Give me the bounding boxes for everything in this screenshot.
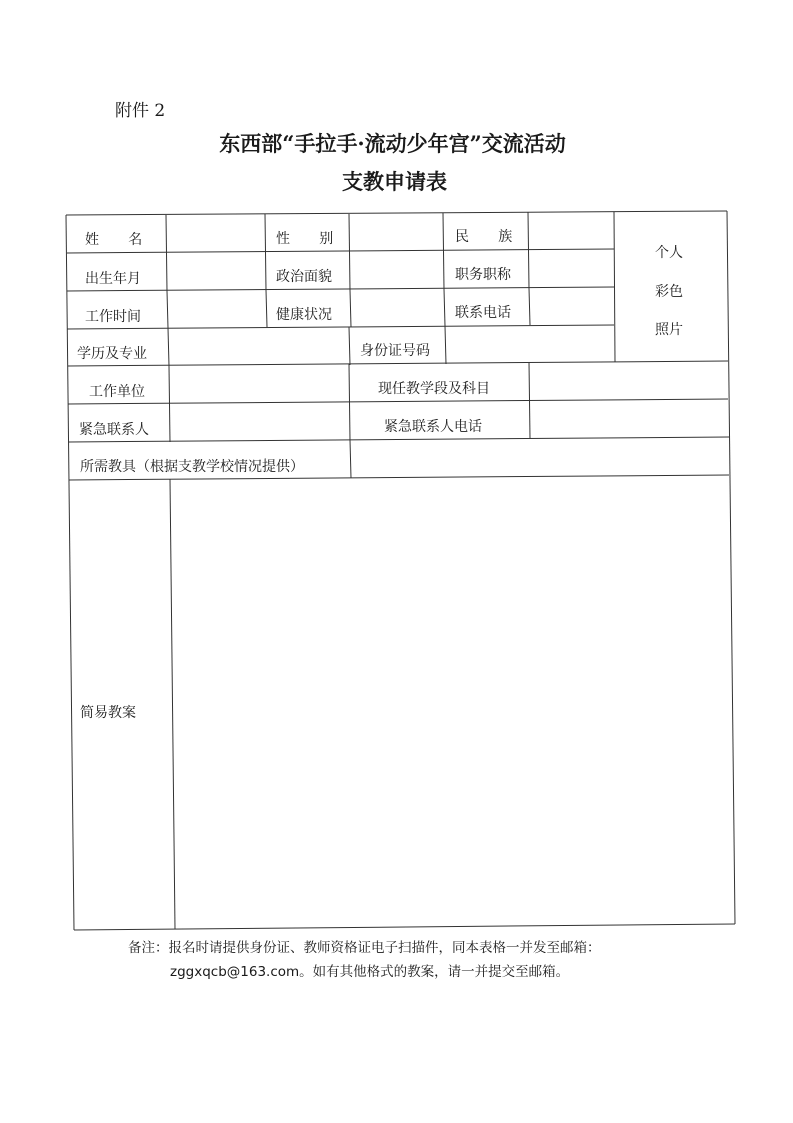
phone-label: 联系电话 bbox=[455, 305, 511, 321]
job-title-label: 职务职称 bbox=[455, 267, 511, 283]
health-label: 健康状况 bbox=[276, 307, 332, 323]
birth-label: 出生年月 bbox=[85, 271, 141, 287]
form-title: 东西部“手拉手·流动少年宫”交流活动 bbox=[219, 131, 566, 156]
emergency-contact-label: 紧急联系人 bbox=[79, 422, 149, 438]
teaching-subject-label: 现任教学段及科目 bbox=[378, 381, 490, 397]
footer-note-line1: 备注：报名时请提供身份证、教师资格证电子扫描件，同本表格一并发至邮箱： bbox=[128, 940, 601, 956]
work-time-label: 工作时间 bbox=[85, 309, 141, 325]
employer-label: 工作单位 bbox=[89, 384, 145, 400]
photo-label-line2: 彩色 bbox=[655, 284, 683, 300]
id-number-label: 身份证号码 bbox=[360, 343, 430, 359]
gender-label: 性 别 bbox=[276, 231, 334, 247]
form-subtitle: 支教申请表 bbox=[342, 169, 447, 194]
political-label: 政治面貌 bbox=[276, 269, 332, 285]
footer-note-line2: zggxqcb@163.com。如有其他格式的教案，请一并提交至邮箱。 bbox=[170, 964, 570, 980]
attachment-label: 附件 2 bbox=[115, 101, 166, 121]
education-label: 学历及专业 bbox=[77, 346, 147, 362]
name-label: 姓 名 bbox=[85, 232, 143, 248]
photo-label-line3: 照片 bbox=[655, 322, 683, 338]
ethnicity-label: 民 族 bbox=[455, 229, 513, 245]
photo-label-line1: 个人 bbox=[655, 245, 683, 261]
equipment-label: 所需教具（根据支教学校情况提供） bbox=[80, 459, 304, 475]
lesson-plan-label: 简易教案 bbox=[80, 705, 136, 721]
emergency-phone-label: 紧急联系人电话 bbox=[384, 419, 482, 435]
